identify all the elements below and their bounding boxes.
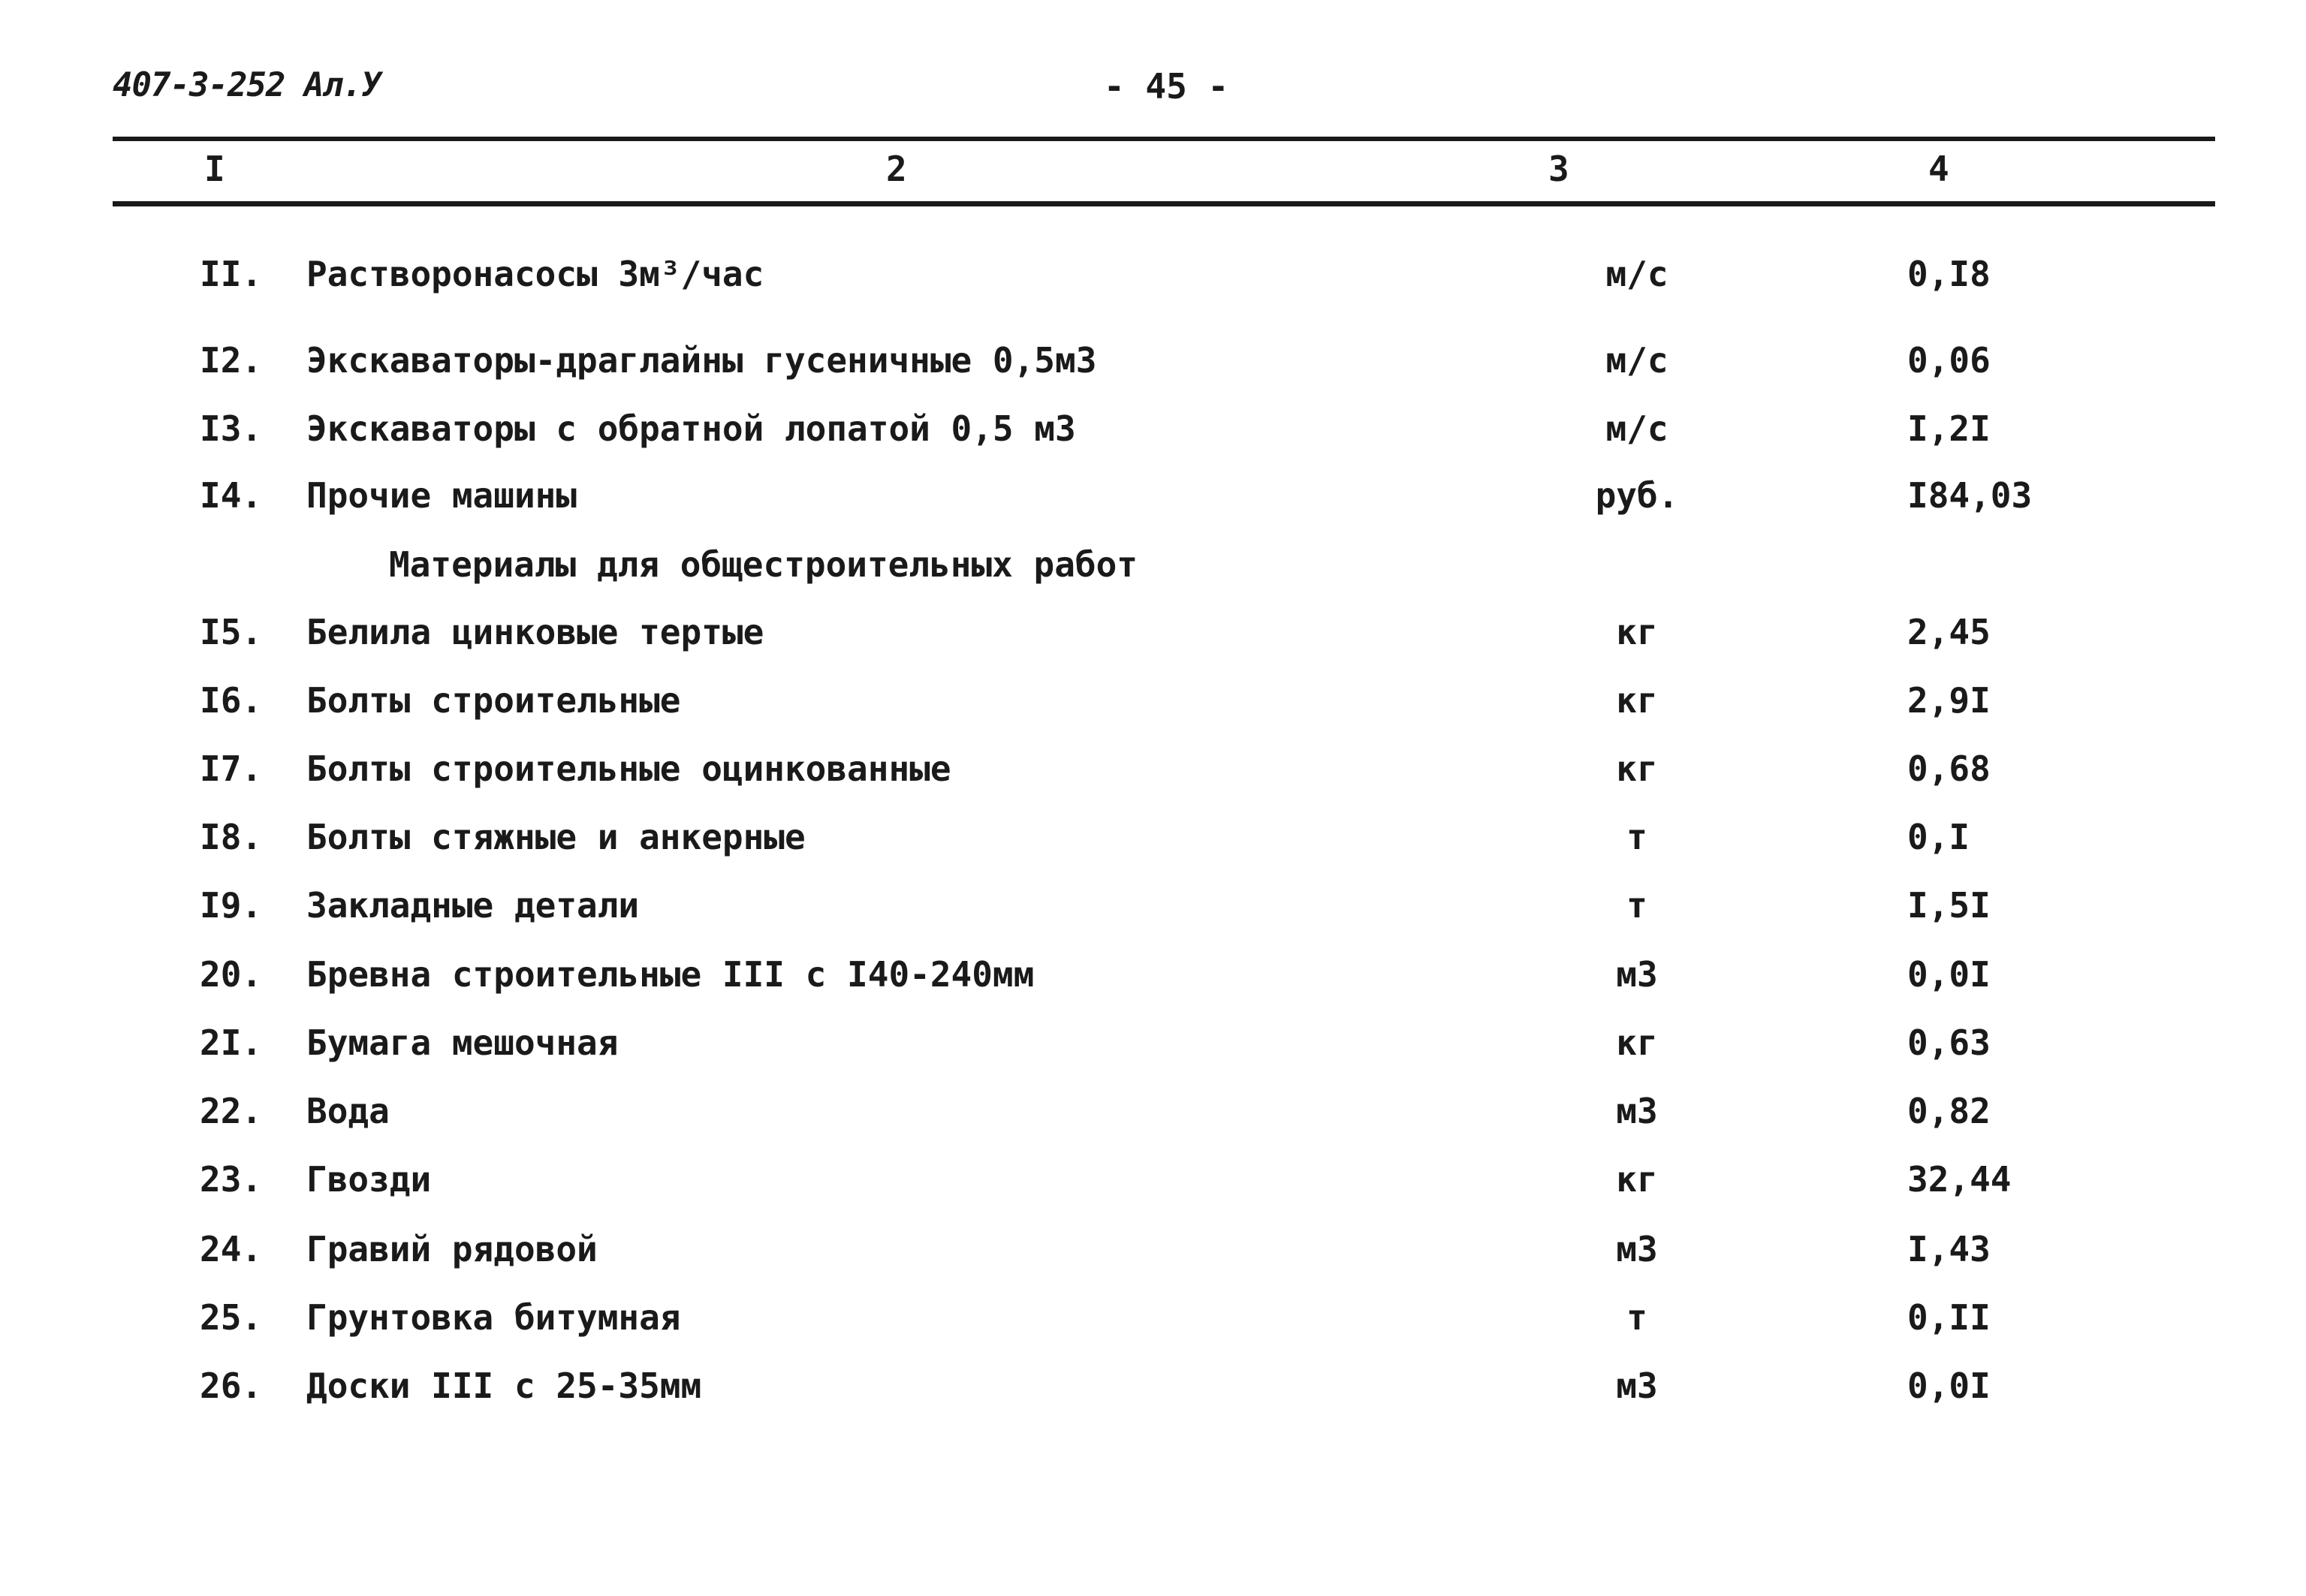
row-number: I4.	[200, 475, 263, 516]
table-row	[0, 678, 2306, 723]
table-row	[0, 610, 2306, 655]
row-unit: кг	[1616, 1022, 1658, 1063]
row-number: 26.	[200, 1366, 263, 1406]
row-quantity: 0,0I	[1907, 1366, 1991, 1406]
row-number: I8.	[200, 817, 263, 857]
row-quantity: 2,45	[1907, 612, 1991, 652]
row-unit: м3	[1616, 954, 1658, 995]
row-name: Закладные детали	[306, 885, 640, 926]
column-header-4: 4	[1928, 149, 1949, 189]
row-unit: м3	[1616, 1366, 1658, 1406]
row-name: Болты стяжные и анкерные	[306, 817, 806, 857]
row-quantity: 0,II	[1907, 1297, 1991, 1338]
row-unit: т	[1626, 817, 1647, 857]
row-name: Болты строительные	[306, 680, 681, 721]
row-number: 25.	[200, 1297, 263, 1338]
row-quantity: I,43	[1907, 1229, 1991, 1269]
row-number: I5.	[200, 612, 263, 652]
row-number: 2I.	[200, 1022, 263, 1063]
row-name: Грунтовка битумная	[306, 1297, 681, 1338]
table-row	[0, 883, 2306, 928]
table-header	[0, 149, 2306, 194]
row-number: 22.	[200, 1091, 263, 1131]
row-name: Бревна строительные III с I40-240мм	[306, 954, 1035, 995]
table-rule-top	[113, 137, 2215, 141]
row-quantity: 0,68	[1907, 748, 1991, 789]
row-quantity: 0,82	[1907, 1091, 1991, 1131]
row-quantity: I,5I	[1907, 885, 1991, 926]
row-quantity: 0,0I	[1907, 954, 1991, 995]
row-number: I6.	[200, 680, 263, 721]
table-row	[0, 1295, 2306, 1340]
table-row	[0, 1227, 2306, 1272]
page-number: - 45 -	[1104, 66, 1229, 107]
row-name: Экскаваторы с обратной лопатой 0,5 м3	[306, 408, 1076, 449]
table-row	[0, 815, 2306, 860]
row-quantity: 0,63	[1907, 1022, 1991, 1063]
row-number: I7.	[200, 748, 263, 789]
row-number: I9.	[200, 885, 263, 926]
document-code: 407-3-252 Ал.У	[113, 66, 381, 104]
row-unit: м/с	[1605, 340, 1668, 381]
row-unit: т	[1626, 885, 1647, 926]
row-unit: руб.	[1595, 475, 1679, 516]
row-quantity: 0,06	[1907, 340, 1991, 381]
table-row	[0, 473, 2306, 518]
row-quantity: 32,44	[1907, 1159, 2012, 1200]
column-header-2: 2	[886, 149, 907, 189]
table-row	[0, 251, 2306, 297]
row-name: Гвозди	[306, 1159, 432, 1200]
row-quantity: 2,9I	[1907, 680, 1991, 721]
row-unit: м3	[1616, 1091, 1658, 1131]
row-name: Гравий рядовой	[306, 1229, 598, 1269]
table-row	[0, 338, 2306, 383]
row-number: II.	[200, 254, 263, 294]
row-unit: м/с	[1605, 254, 1668, 294]
row-name: Доски III с 25-35мм	[306, 1366, 702, 1406]
row-quantity: I84,03	[1907, 475, 2033, 516]
row-name: Прочие машины	[306, 475, 577, 516]
row-quantity: 0,I8	[1907, 254, 1991, 294]
table-rule-bottom	[113, 201, 2215, 206]
row-number: 20.	[200, 954, 263, 995]
row-name: Экскаваторы-драглайны гусеничные 0,5м3	[306, 340, 1097, 381]
row-name: Болты строительные оцинкованные	[306, 748, 951, 789]
row-number: 23.	[200, 1159, 263, 1200]
row-quantity: 0,I	[1907, 817, 1970, 857]
row-unit: кг	[1616, 748, 1658, 789]
table-row	[0, 1363, 2306, 1408]
row-unit: кг	[1616, 1159, 1658, 1200]
row-name: Белила цинковые тертые	[306, 612, 764, 652]
table-row	[0, 1020, 2306, 1065]
table-row	[0, 406, 2306, 451]
column-header-3: 3	[1548, 149, 1569, 189]
table-row	[0, 746, 2306, 791]
row-unit: м3	[1616, 1229, 1658, 1269]
row-name: Растворонасосы 3м³/час	[306, 254, 764, 294]
row-number: I2.	[200, 340, 263, 381]
row-name: Бумага мешочная	[306, 1022, 619, 1063]
column-header-1: I	[204, 149, 225, 189]
row-name: Вода	[306, 1091, 390, 1131]
row-number: I3.	[200, 408, 263, 449]
table-row	[0, 1157, 2306, 1202]
table-row	[0, 952, 2306, 997]
row-unit: м/с	[1605, 408, 1668, 449]
row-unit: т	[1626, 1297, 1647, 1338]
row-quantity: I,2I	[1907, 408, 1991, 449]
section-title: Материалы для общестроительных работ	[389, 544, 1138, 585]
row-unit: кг	[1616, 612, 1658, 652]
table-row	[0, 1089, 2306, 1134]
row-unit: кг	[1616, 680, 1658, 721]
row-number: 24.	[200, 1229, 263, 1269]
